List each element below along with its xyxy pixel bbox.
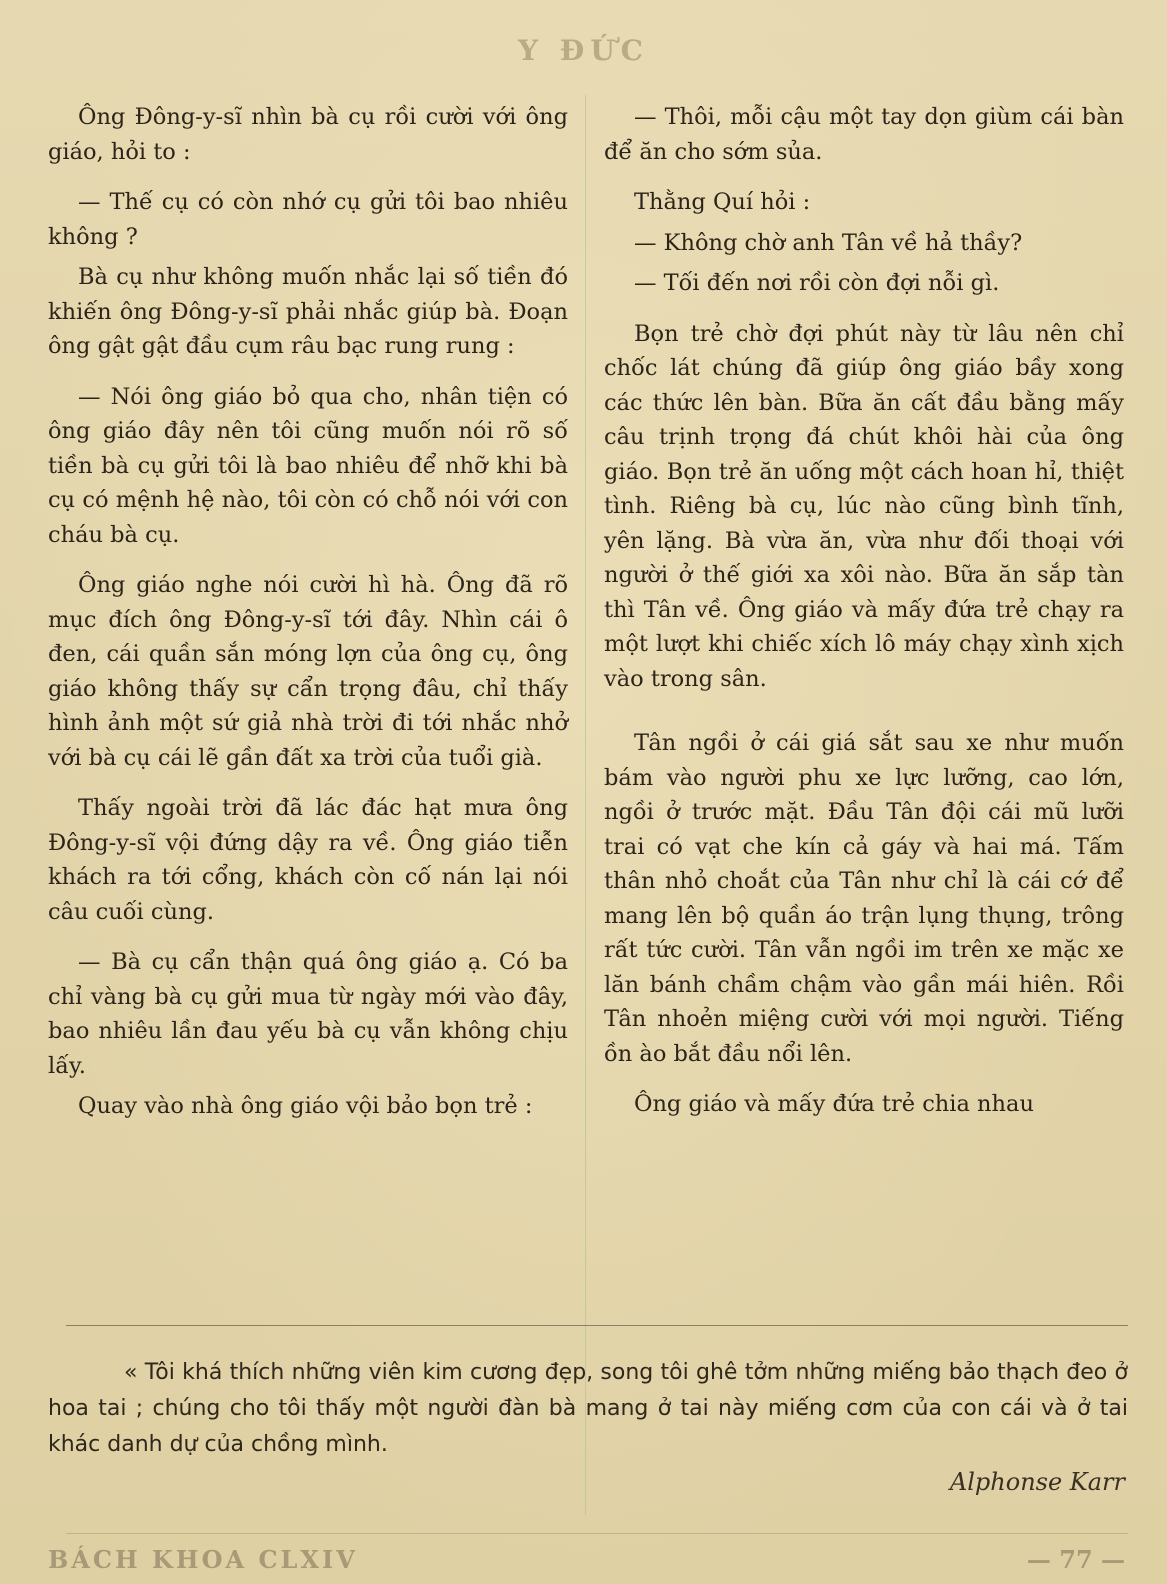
paragraph: — Tối đến nơi rồi còn đợi nỗi gì. xyxy=(634,270,1000,296)
quote-text: « Tôi khá thích những viên kim cương đẹp, song tôi ghê tởm những miếng bảo thạch đeo ở hoa tai ; chúng cho tôi thấy một người đàn bà mang ở tai này miếng cơm của con cái và ở tai khác danh dự của chồng mình. xyxy=(48,1360,1128,1457)
paragraph: Ông giáo nghe nói cười hì hà. Ông đã rõ mục đích ông Đông-y-sĩ tới đây. Nhìn cái ô đen, cái quần sắn móng lợn của ông cụ, ông giáo không thấy sự cẩn trọng đâu, chỉ thấy hình ảnh một sứ giả nhà trời đi tới nhắc nhở với bà cụ cái lẽ gần đất xa trời của tuổi già. xyxy=(48,572,568,771)
footer-rule xyxy=(66,1533,1128,1534)
epigraph-quote xyxy=(48,1355,1128,1463)
page-number: — 77 — xyxy=(1026,1545,1125,1574)
paragraph: Tân ngồi ở cái giá sắt sau xe như muốn bám vào người phu xe lực lưỡng, cao lớn, ngồi ở trước mặt. Đầu Tân đội cái mũ lưỡi trai có vạt che kín cả gáy và hai má. Tấm thân nhỏ choắt của Tân như chỉ là cái cớ để mang lên bộ quần áo trận lụng thụng, trông rất tức cười. Tân vẫn ngồi im trên xe mặc xe lăn bánh chầm chậm vào gần mái hiên. Rồi Tân nhoẻn miệng cười với mọi người. Tiếng ồn ào bắt đầu nổi lên. xyxy=(604,730,1124,1067)
paragraph: Thấy ngoài trời đã lác đác hạt mưa ông Đông-y-sĩ vội đứng dậy ra về. Ông giáo tiễn khách ra tới cổng, khách còn cố nán lại nói câu cuối cùng. xyxy=(48,795,568,925)
running-header: Y ĐỨC xyxy=(518,34,649,67)
paragraph: — Bà cụ cẩn thận quá ông giáo ạ. Có ba chỉ vàng bà cụ gửi mua từ ngày mới vào đây, bao nhiêu lần đau yếu bà cụ vẫn không chịu lấy. xyxy=(48,949,568,1079)
paragraph: — Thôi, mỗi cậu một tay dọn giùm cái bàn để ăn cho sớm sủa. xyxy=(604,104,1124,165)
right-column xyxy=(604,100,1124,1128)
paragraph: Bọn trẻ chờ đợi phút này từ lâu nên chỉ chốc lát chúng đã giúp ông giáo bầy xong các thức lên bàn. Bữa ăn cất đầu bằng mấy câu trịnh trọng đá chút khôi hài của ông giáo. Bọn trẻ ăn uống một cách hoan hỉ, thiệt tình. Riêng bà cụ, lúc nào cũng bình tĩnh, yên lặng. Bà vừa ăn, vừa như đối thoại với người ở thế giới xa xôi nào. Bữa ăn sắp tàn thì Tân về. Ông giáo và mấy đứa trẻ chạy ra một lượt khi chiếc xích lô máy chạy xình xịch vào trong sân. xyxy=(604,320,1124,692)
paragraph: Ông Đông-y-sĩ nhìn bà cụ rồi cười với ông giáo, hỏi to : xyxy=(48,104,568,165)
quote-author: Alphonse Karr xyxy=(949,1468,1125,1496)
paragraph: Bà cụ như không muốn nhắc lại số tiền đó khiến ông Đông-y-sĩ phải nhắc giúp bà. Đoạn ông gật gật đầu cụm râu bạc rung rung : xyxy=(48,264,568,359)
paragraph: — Không chờ anh Tân về hả thầy? xyxy=(634,229,1023,256)
paragraph: — Nói ông giáo bỏ qua cho, nhân tiện có ông giáo đây nên tôi cũng muốn nói rõ số tiền bà cụ gửi tôi là bao nhiêu để nhỡ khi bà cụ có mệnh hệ nào, tôi còn có chỗ nói với con cháu bà cụ. xyxy=(48,383,568,548)
paragraph: Thằng Quí hỏi : xyxy=(634,189,811,215)
section-rule xyxy=(66,1325,1128,1326)
paragraph: Quay vào nhà ông giáo vội bảo bọn trẻ : xyxy=(78,1093,533,1119)
publication-name: BÁCH KHOA CLXIV xyxy=(48,1545,358,1574)
column-divider xyxy=(585,95,586,1515)
left-column xyxy=(48,100,568,1130)
paragraph: Ông giáo và mấy đứa trẻ chia nhau xyxy=(634,1091,1034,1117)
paragraph: — Thế cụ có còn nhớ cụ gửi tôi bao nhiêu không ? xyxy=(48,189,568,250)
